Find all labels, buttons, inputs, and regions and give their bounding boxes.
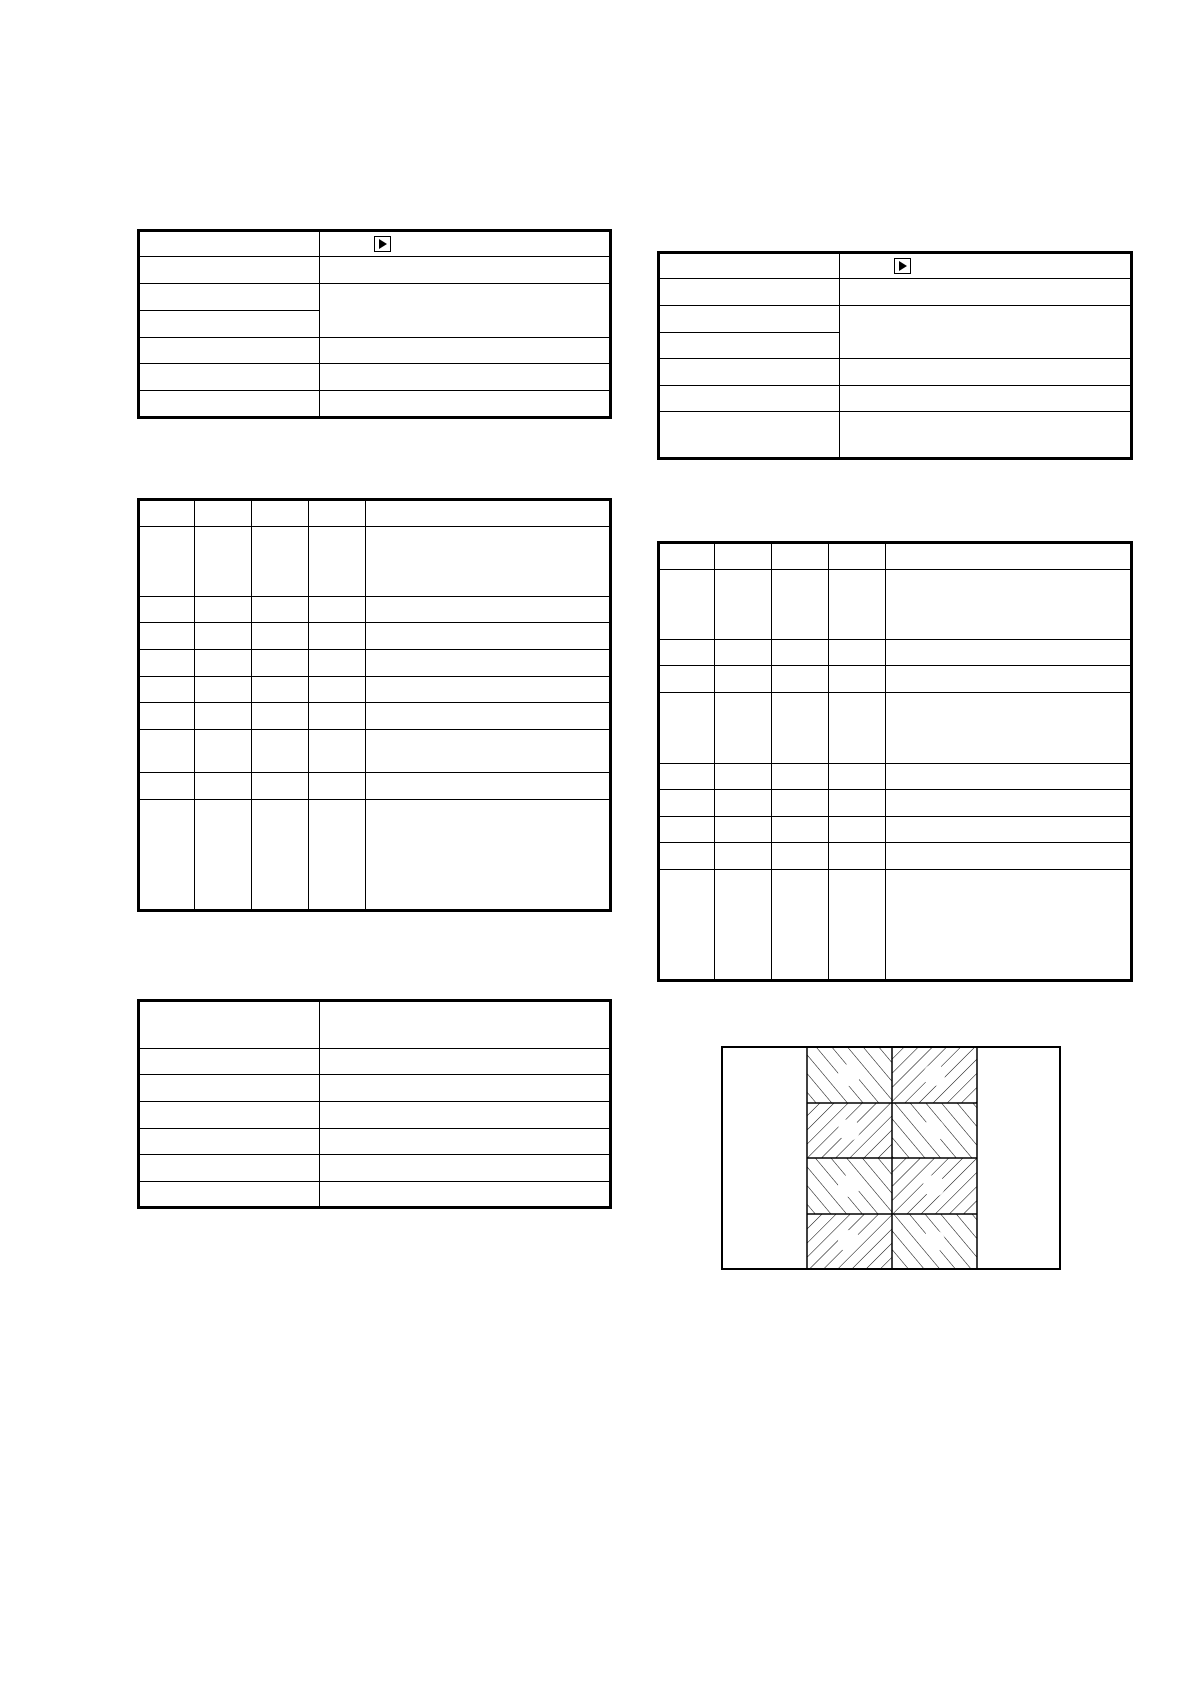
- table-b-cell: [366, 650, 611, 677]
- table-e-cell: [772, 570, 829, 640]
- table-b-cell: [139, 773, 195, 800]
- table-b-cell: [139, 703, 195, 730]
- table-e-cell: [715, 817, 772, 843]
- settings-table-d: [657, 251, 1133, 460]
- table-e-cell: [772, 764, 829, 790]
- white-dot: [838, 1064, 860, 1086]
- table-e-cell: [659, 693, 715, 764]
- white-dot: [923, 1119, 945, 1141]
- table-e-cell: [715, 570, 772, 640]
- table-b-cell: [252, 730, 309, 773]
- settings-table-a: [137, 229, 612, 419]
- table-e-cell: [886, 764, 1132, 790]
- white-dot: [838, 1175, 860, 1197]
- table-b-cell: [195, 650, 252, 677]
- table-b-cell: [366, 800, 611, 911]
- table-e-cell: [715, 870, 772, 981]
- table-c-value-cell: [320, 1001, 611, 1049]
- table-e-cell: [772, 640, 829, 666]
- table-e-cell: [829, 843, 886, 870]
- table-e-cell: [886, 640, 1132, 666]
- table-e-cell: [659, 790, 715, 817]
- table-a-label-cell: [139, 338, 320, 364]
- play-icon: [894, 258, 911, 274]
- table-b-cell: [252, 500, 309, 527]
- table-b-cell: [139, 800, 195, 911]
- table-e-cell: [772, 870, 829, 981]
- table-b-cell: [195, 500, 252, 527]
- table-b-cell: [309, 773, 366, 800]
- table-b-cell: [252, 650, 309, 677]
- table-c-value-cell: [320, 1129, 611, 1155]
- table-e-cell: [715, 666, 772, 693]
- table-b-cell: [195, 703, 252, 730]
- table-d-value-cell: [840, 306, 1132, 359]
- table-b-cell: [366, 703, 611, 730]
- table-e-cell: [886, 790, 1132, 817]
- white-dot: [923, 1064, 945, 1086]
- table-e-cell: [829, 570, 886, 640]
- table-b-cell: [195, 730, 252, 773]
- table-b-cell: [309, 500, 366, 527]
- table-d-label-cell: [659, 306, 840, 333]
- table-c-label-cell: [139, 1049, 320, 1075]
- table-b-cell: [139, 500, 195, 527]
- table-e-cell: [829, 693, 886, 764]
- table-b-cell: [139, 623, 195, 650]
- table-e-cell: [886, 870, 1132, 981]
- table-d-label-cell: [659, 359, 840, 386]
- table-e-cell: [659, 764, 715, 790]
- table-c-value-cell: [320, 1155, 611, 1182]
- table-c-value-cell: [320, 1102, 611, 1129]
- table-c-label-cell: [139, 1129, 320, 1155]
- table-b-cell: [195, 527, 252, 597]
- table-e-cell: [772, 693, 829, 764]
- table-d-label-cell: [659, 333, 840, 359]
- table-e-cell: [829, 543, 886, 570]
- table-e-cell: [659, 817, 715, 843]
- table-c-label-cell: [139, 1075, 320, 1102]
- white-dot: [923, 1175, 945, 1197]
- settings-table-b: [137, 498, 612, 912]
- table-e-cell: [772, 843, 829, 870]
- table-d-label-cell: [659, 386, 840, 412]
- table-a-value-cell: [320, 257, 611, 284]
- table-b-cell: [366, 527, 611, 597]
- table-b-cell: [309, 623, 366, 650]
- table-b-cell: [309, 703, 366, 730]
- table-a-value-cell: [320, 364, 611, 391]
- table-e-cell: [715, 764, 772, 790]
- table-e-cell: [659, 640, 715, 666]
- white-dot: [838, 1119, 860, 1141]
- table-d-value-cell: [840, 386, 1132, 412]
- table-c-label-cell: [139, 1182, 320, 1208]
- table-e-cell: [829, 764, 886, 790]
- table-b-cell: [309, 800, 366, 911]
- table-b-cell: [195, 623, 252, 650]
- table-e-cell: [715, 640, 772, 666]
- white-dot: [838, 1230, 860, 1252]
- table-b-cell: [252, 677, 309, 703]
- table-c-label-cell: [139, 1155, 320, 1182]
- table-e-cell: [772, 543, 829, 570]
- white-dot: [923, 1230, 945, 1252]
- table-e-cell: [659, 870, 715, 981]
- table-b-cell: [195, 597, 252, 623]
- table-b-cell: [195, 677, 252, 703]
- table-b-cell: [309, 597, 366, 623]
- table-d-label-cell: [659, 253, 840, 279]
- table-b-cell: [366, 730, 611, 773]
- table-a-value-cell: [320, 391, 611, 418]
- table-a-label-cell: [139, 364, 320, 391]
- table-a-value-cell: [320, 231, 611, 257]
- table-e-cell: [886, 817, 1132, 843]
- table-c-value-cell: [320, 1049, 611, 1075]
- table-a-label-cell: [139, 284, 320, 311]
- settings-table-c: [137, 999, 612, 1209]
- table-b-cell: [139, 650, 195, 677]
- table-b-cell: [366, 773, 611, 800]
- table-a-value-cell: [320, 338, 611, 364]
- table-b-cell: [139, 597, 195, 623]
- table-d-label-cell: [659, 279, 840, 306]
- table-b-cell: [139, 677, 195, 703]
- table-d-value-cell: [840, 253, 1132, 279]
- table-e-cell: [715, 843, 772, 870]
- table-e-cell: [715, 543, 772, 570]
- table-c-value-cell: [320, 1182, 611, 1208]
- table-e-cell: [886, 543, 1132, 570]
- table-d-label-cell: [659, 412, 840, 459]
- table-a-label-cell: [139, 311, 320, 338]
- table-e-cell: [659, 843, 715, 870]
- table-e-cell: [829, 817, 886, 843]
- play-icon: [374, 236, 391, 252]
- table-e-cell: [659, 543, 715, 570]
- table-b-cell: [309, 650, 366, 677]
- table-b-cell: [309, 677, 366, 703]
- table-b-cell: [195, 773, 252, 800]
- table-c-label-cell: [139, 1102, 320, 1129]
- settings-table-e: [657, 541, 1133, 982]
- table-a-value-cell: [320, 284, 611, 338]
- table-b-cell: [366, 623, 611, 650]
- table-d-value-cell: [840, 359, 1132, 386]
- table-b-cell: [252, 527, 309, 597]
- table-e-cell: [659, 666, 715, 693]
- table-e-cell: [886, 843, 1132, 870]
- table-e-cell: [829, 640, 886, 666]
- table-e-cell: [715, 790, 772, 817]
- table-e-cell: [829, 790, 886, 817]
- table-a-label-cell: [139, 231, 320, 257]
- table-c-value-cell: [320, 1075, 611, 1102]
- table-c-label-cell: [139, 1001, 320, 1049]
- table-e-cell: [772, 817, 829, 843]
- table-b-cell: [366, 500, 611, 527]
- table-a-label-cell: [139, 257, 320, 284]
- hatched-pattern-figure: [721, 1046, 1061, 1270]
- table-a-label-cell: [139, 391, 320, 418]
- table-e-cell: [772, 790, 829, 817]
- table-e-cell: [659, 570, 715, 640]
- table-e-cell: [829, 666, 886, 693]
- table-b-cell: [252, 703, 309, 730]
- table-d-value-cell: [840, 279, 1132, 306]
- table-b-cell: [252, 597, 309, 623]
- table-d-value-cell: [840, 412, 1132, 459]
- table-b-cell: [195, 800, 252, 911]
- table-e-cell: [886, 570, 1132, 640]
- table-e-cell: [886, 693, 1132, 764]
- table-b-cell: [252, 623, 309, 650]
- table-b-cell: [139, 527, 195, 597]
- table-b-cell: [252, 800, 309, 911]
- table-b-cell: [139, 730, 195, 773]
- table-e-cell: [886, 666, 1132, 693]
- table-e-cell: [772, 666, 829, 693]
- table-b-cell: [366, 677, 611, 703]
- table-b-cell: [309, 527, 366, 597]
- table-b-cell: [252, 773, 309, 800]
- table-e-cell: [715, 693, 772, 764]
- table-b-cell: [309, 730, 366, 773]
- table-e-cell: [829, 870, 886, 981]
- table-b-cell: [366, 597, 611, 623]
